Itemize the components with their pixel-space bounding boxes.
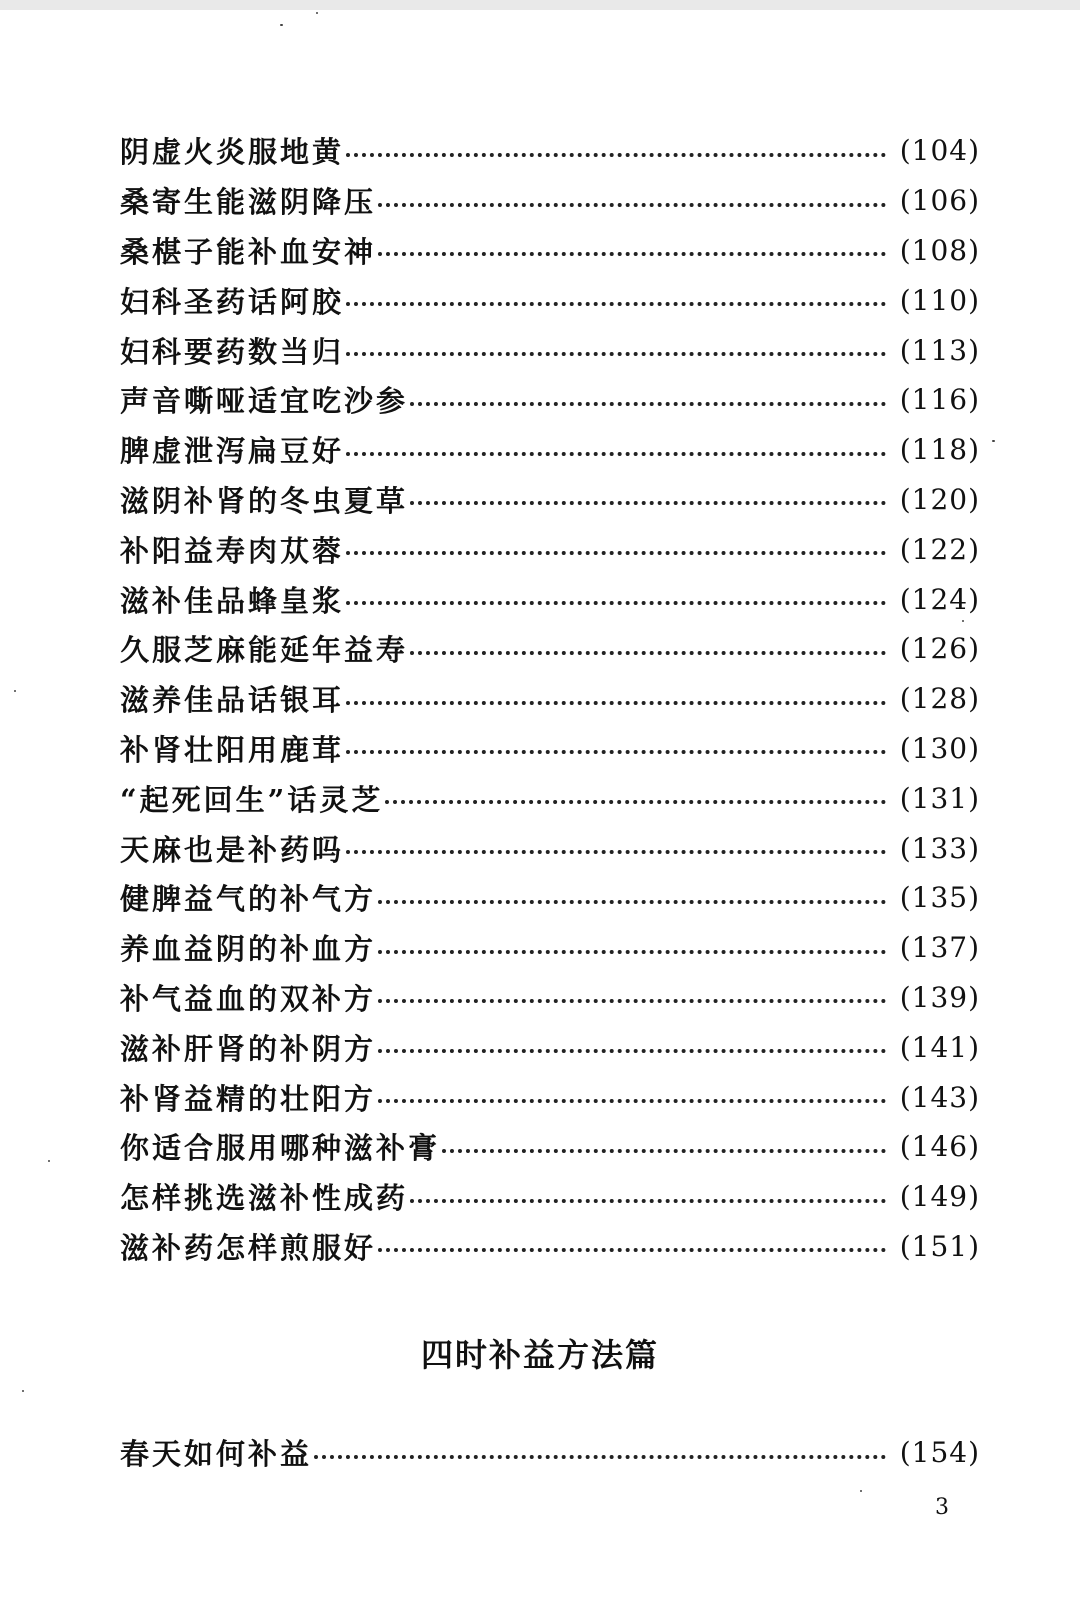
toc-entry[interactable]	[120, 1172, 980, 1222]
toc-entry-page: (146)	[899, 1130, 980, 1164]
toc-entry-page: (151)	[899, 1229, 980, 1263]
toc-entry-title: 滋补药怎样煎服好	[120, 1230, 377, 1265]
toc-entry-page: (108)	[899, 233, 980, 267]
toc-entry[interactable]	[120, 425, 980, 475]
toc-entry[interactable]	[120, 923, 980, 973]
toc-entry[interactable]	[120, 823, 980, 873]
toc-entry-page: (113)	[899, 333, 980, 367]
dot-leader	[346, 452, 886, 456]
scan-speck	[48, 1160, 50, 1162]
dot-leader	[410, 501, 886, 505]
toc-entry-page: (116)	[899, 383, 980, 417]
toc-entry-page: (131)	[899, 781, 980, 815]
toc-entry[interactable]	[120, 524, 980, 574]
toc-entry-title: 补阳益寿肉苁蓉	[120, 533, 345, 568]
toc-entry-title: 声音嘶哑适宜吃沙参	[120, 384, 409, 419]
toc-entry[interactable]	[120, 375, 980, 425]
scan-speck	[280, 24, 283, 26]
toc-entry-page: (128)	[899, 682, 980, 716]
toc-entry[interactable]	[120, 1428, 980, 1478]
toc-entry[interactable]	[120, 624, 980, 674]
scan-speck	[992, 440, 995, 442]
dot-leader	[410, 651, 886, 655]
dot-leader	[442, 1149, 886, 1153]
dot-leader	[314, 1455, 886, 1459]
toc-entry[interactable]	[120, 773, 980, 823]
toc-entry-page: (110)	[899, 283, 980, 317]
dot-leader	[385, 800, 885, 804]
toc-entry-title: 妇科圣药话阿胶	[120, 284, 345, 319]
toc-entry-page: (104)	[899, 134, 980, 168]
dot-leader	[346, 701, 886, 705]
toc-entry-title: 健脾益气的补气方	[120, 882, 377, 917]
table-of-contents	[120, 126, 980, 1271]
toc-entry[interactable]	[120, 973, 980, 1023]
toc-entry-page: (154)	[899, 1436, 980, 1470]
toc-entry-title: 桑椹子能补血安神	[120, 234, 377, 269]
toc-entry[interactable]	[120, 1222, 980, 1272]
scan-top-edge	[0, 0, 1080, 10]
toc-entry[interactable]	[120, 325, 980, 375]
dot-leader	[378, 950, 886, 954]
dot-leader	[410, 402, 886, 406]
toc-entry-page: (118)	[899, 433, 980, 467]
toc-entry-title: 脾虚泄泻扁豆好	[120, 434, 345, 469]
toc-entry-title: “起死回生”话灵芝	[120, 782, 384, 817]
toc-entry-title: 阴虚火炎服地黄	[120, 135, 345, 170]
scan-speck	[22, 1390, 24, 1392]
toc-entry-page: (143)	[899, 1080, 980, 1114]
toc-entry-page: (130)	[899, 731, 980, 765]
toc-entry-title: 滋阴补肾的冬虫夏草	[120, 483, 409, 518]
toc-entry-page: (122)	[899, 532, 980, 566]
toc-entry-page: (141)	[899, 1030, 980, 1064]
dot-leader	[378, 1099, 886, 1103]
toc-entry-page: (106)	[899, 184, 980, 218]
toc-entry-title: 春天如何补益	[120, 1437, 313, 1472]
page-number: 3	[935, 1495, 949, 1520]
toc-entry-title: 妇科要药数当归	[120, 334, 345, 369]
toc-entry-title: 补气益血的双补方	[120, 981, 377, 1016]
toc-entry-title: 久服芝麻能延年益寿	[120, 633, 409, 668]
toc-entry[interactable]	[120, 674, 980, 724]
dot-leader	[378, 252, 886, 256]
toc-entry-page: (139)	[899, 980, 980, 1014]
scan-speck	[14, 690, 16, 692]
dot-leader	[378, 999, 886, 1003]
dot-leader	[346, 352, 886, 356]
dot-leader	[346, 153, 886, 157]
toc-entry[interactable]	[120, 226, 980, 276]
toc-entry-page: (137)	[899, 931, 980, 965]
scan-speck	[316, 12, 318, 14]
toc-entry-page: (133)	[899, 831, 980, 865]
dot-leader	[378, 1049, 886, 1053]
toc-entry-page: (149)	[899, 1180, 980, 1214]
toc-entry[interactable]	[120, 126, 980, 176]
toc-entry-page: (135)	[899, 881, 980, 915]
toc-entry-title: 桑寄生能滋阴降压	[120, 185, 377, 220]
toc-entry[interactable]	[120, 475, 980, 525]
toc-entry-title: 滋养佳品话银耳	[120, 683, 345, 718]
toc-entry[interactable]	[120, 1072, 980, 1122]
section-heading: 四时补益方法篇	[420, 1336, 659, 1374]
section-contents	[120, 1428, 980, 1478]
dot-leader	[346, 551, 886, 555]
dot-leader	[346, 302, 886, 306]
toc-entry-title: 补肾益精的壮阳方	[120, 1081, 377, 1116]
toc-entry[interactable]	[120, 1122, 980, 1172]
dot-leader	[410, 1199, 886, 1203]
dot-leader	[346, 850, 886, 854]
dot-leader	[346, 750, 886, 754]
dot-leader	[378, 203, 886, 207]
toc-entry-page: (124)	[899, 582, 980, 616]
toc-entry-title: 怎样挑选滋补性成药	[120, 1181, 409, 1216]
toc-entry-title: 你适合服用哪种滋补膏	[120, 1131, 441, 1166]
dot-leader	[346, 601, 886, 605]
toc-entry[interactable]	[120, 873, 980, 923]
toc-entry[interactable]	[120, 724, 980, 774]
toc-entry[interactable]	[120, 275, 980, 325]
toc-entry-title: 天麻也是补药吗	[120, 832, 345, 867]
dot-leader	[378, 900, 886, 904]
toc-entry-title: 滋补肝肾的补阴方	[120, 1031, 377, 1066]
dot-leader	[378, 1248, 886, 1252]
toc-entry-title: 补肾壮阳用鹿茸	[120, 732, 345, 767]
toc-entry-title: 养血益阴的补血方	[120, 932, 377, 967]
toc-entry[interactable]	[120, 574, 980, 624]
toc-entry-page: (120)	[899, 482, 980, 516]
toc-entry-page: (126)	[899, 632, 980, 666]
toc-entry-title: 滋补佳品蜂皇浆	[120, 583, 345, 618]
scan-speck	[860, 1490, 862, 1492]
toc-entry[interactable]	[120, 176, 980, 226]
toc-entry[interactable]	[120, 1022, 980, 1072]
